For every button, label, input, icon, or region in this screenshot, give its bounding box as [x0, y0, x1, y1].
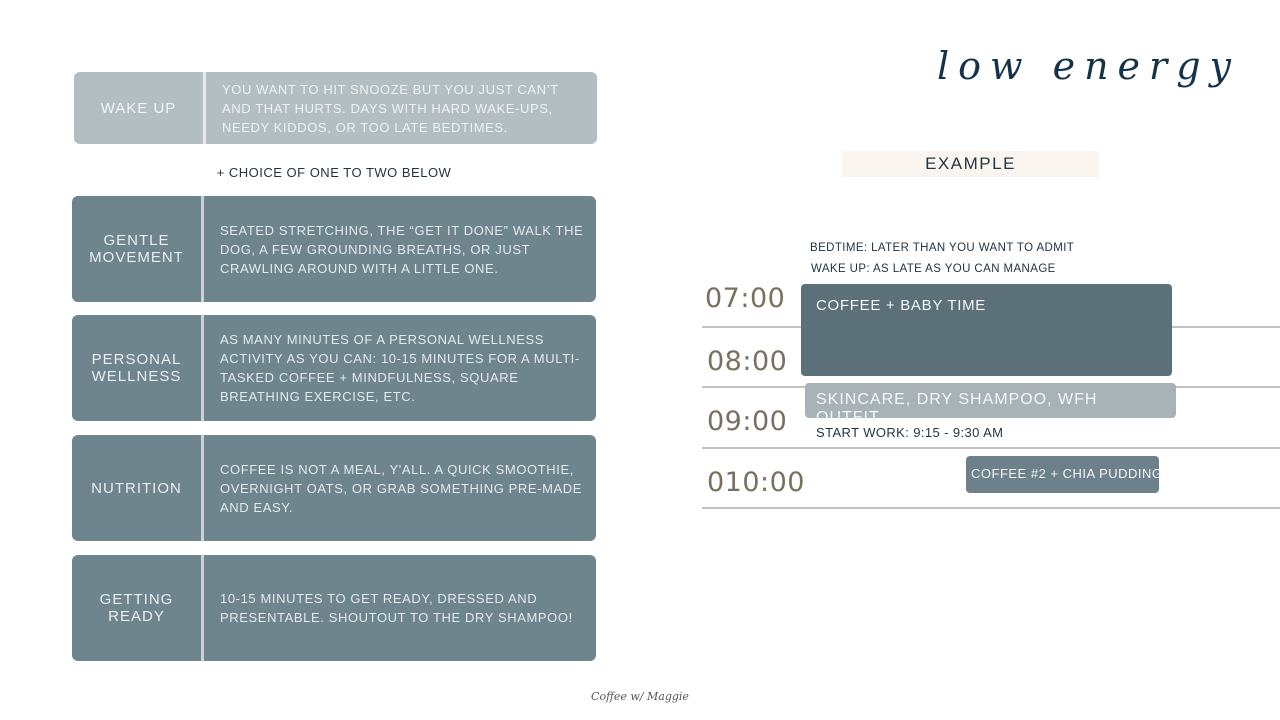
signature-logo: Coffee w/ Maggie	[591, 690, 689, 703]
schedule-block-skincare: SKINCARE, DRY SHAMPOO, WFH OUTFIT	[805, 383, 1176, 418]
wake-up-card	[74, 72, 597, 144]
gentle-movement-label: GENTLE MOVEMENT	[72, 196, 204, 302]
personal-wellness-label: PERSONAL WELLNESS	[72, 315, 204, 421]
timeline-divider	[702, 447, 1280, 449]
personal-wellness-description: AS MANY MINUTES OF A PERSONAL WELLNESS ACTIVITY AS YOU CAN: 10-15 MINUTES FOR A MULTI-TASKED COFFEE + MINDFULNESS, SQUARE BREATHING EXERCISE, ETC.	[220, 332, 580, 404]
schedule-block-coffee-baby: COFFEE + BABY TIME	[801, 284, 1172, 376]
start-work-note: START WORK: 9:15 - 9:30 AM	[816, 425, 1004, 440]
schedule-block-coffee-chia: COFFEE #2 + CHIA PUDDING	[966, 456, 1159, 493]
time-label-0900: 09:00	[707, 406, 788, 437]
nutrition-description: COFFEE IS NOT A MEAL, Y'ALL. A QUICK SMOOTHIE, OVERNIGHT OATS, OR GRAB SOMETHING PRE-MADE AND EASY.	[220, 461, 583, 515]
example-heading: EXAMPLE	[842, 151, 1099, 177]
choice-text: + CHOICE OF ONE TO TWO BELOW	[216, 165, 452, 180]
wakeup-note: WAKE UP: AS LATE AS YOU CAN MANAGE	[811, 263, 1056, 275]
page-title: low energy	[936, 44, 1240, 88]
getting-ready-label: GETTING READY	[72, 555, 204, 661]
time-label-0800: 08:00	[707, 346, 788, 377]
getting-ready-description: 10-15 MINUTES TO GET READY, DRESSED AND PRESENTABLE. SHOUTOUT TO THE DRY SHAMPOO!	[220, 591, 573, 625]
timeline-divider	[702, 507, 1280, 509]
nutrition-label: NUTRITION	[72, 435, 204, 541]
personal-wellness-card	[72, 315, 596, 421]
wake-up-label: WAKE UP	[74, 72, 206, 144]
wake-up-description: YOU WANT TO HIT SNOOZE BUT YOU JUST CAN’T AND THAT HURTS. DAYS WITH HARD WAKE-UPS, NEEDY KIDDOS, OR TOO LATE BEDTIMES.	[222, 81, 559, 135]
nutrition-card	[72, 435, 596, 541]
time-label-1000: 010:00	[707, 467, 805, 498]
time-label-0700: 07:00	[705, 283, 786, 314]
gentle-movement-card	[72, 196, 596, 302]
getting-ready-card	[72, 555, 596, 661]
bedtime-note: BEDTIME: LATER THAN YOU WANT TO ADMIT	[810, 242, 1075, 254]
gentle-movement-description: SEATED STRETCHING, THE “GET IT DONE” WALK THE DOG, A FEW GROUNDING BREATHS, OR JUST CRAWLING AROUND WITH A LITTLE ONE.	[220, 222, 584, 276]
